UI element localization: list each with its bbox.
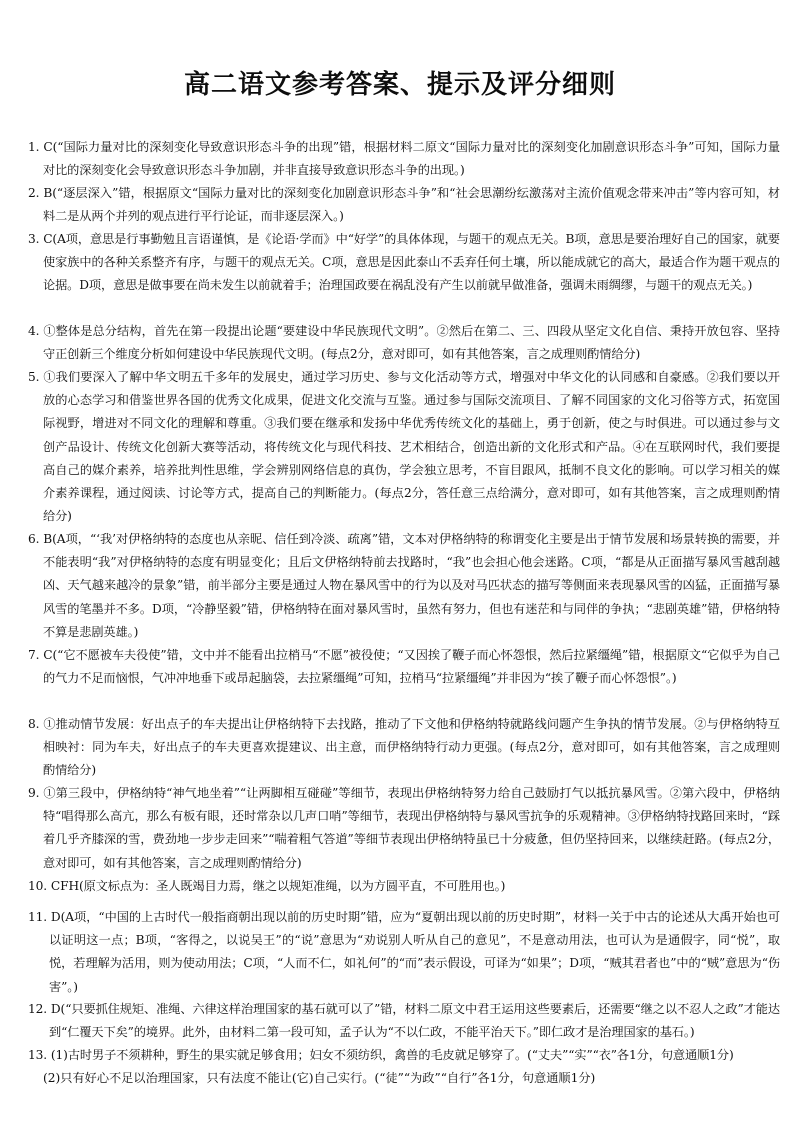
answer-item-13-part-2: (2)只有好心不足以治理国家，只有法度不能让(它)自己实行。(“徒”“为政”“自行”各1分，句意通顺1分) bbox=[43, 1071, 596, 1085]
answer-item-11: 11. D(A项，“中国的上古时代一般指商朝出现以前的历史时期”错，应为“夏朝出现以前的历史时期”，材料一关于中古的论述从大禹开始也可以证明这一点；B项，“客得之，以说吴王”的“说”意思为“劝说别人听从自己的意见”，不是意动用法，也可认为是通假字，同“悦”，取悦，若理解为活用，则为使动用法；C项，“人而不仁，如礼何”的“而”表示假设，可译为“如果”；D项，“贼其君者也”中的“贼”意思为“伤害”。) bbox=[28, 910, 780, 994]
answer-item-7: 7. C(“它不愿被车夫役使”错，文中并不能看出拉梢马“不愿”被役使；“又因挨了鞭子而心怀怨恨，然后拉紧缰绳”错，根据原文“它似乎为自己的气力不足而恼恨，气冲冲地垂下或昂起脑袋，去拉紧缰绳”可知，拉梢马“拉紧缰绳”并非因为“挨了鞭子而心怀怨恨”。) bbox=[28, 648, 780, 686]
answer-item-13-part-1: 13. (1)古时男子不须耕种，野生的果实就足够食用；妇女不须纺织，禽兽的毛皮就足够穿了。(“丈夫”“实”“衣”各1分，句意通顺1分) bbox=[28, 1048, 734, 1062]
answer-item-9: 9. ①第三段中，伊格纳特“神气地坐着”“让两脚相互碰碰”等细节，表现出伊格纳特努力给自己鼓励打气以抵抗暴风雪。②第六段中，伊格纳特“唱得那么高亢，那么有板有眼，还时常杂以几声口哨”等细节，表现出伊格纳特与暴风雪抗争的乐观精神。③伊格纳特找路回来时，“踩着几乎齐膝深的雪，费劲地一步步走回来”“喘着粗气答道”等细节表现出伊格纳特虽已十分疲惫，但仍坚持回来，以继续赶路。(每点2分，意对即可，如有其他答案，言之成理则酌情给分) bbox=[28, 786, 780, 870]
answer-item-6: 6. B(A项，“‘我’对伊格纳特的态度也从亲昵、信任到冷淡、疏离”错，文本对伊格纳特的称谓变化主要是出于情节发展和场景转换的需要，并不能表明“我”对伊格纳特的态度有明显变化；且后文伊格纳特前去找路时，“我”也会担心他会迷路。C项，“都是从正面描写暴风雪越刮越凶、天气越来越冷的景象”错，前半部分主要是通过人物在暴风雪中的行为以及对马匹状态的描写等侧面来表现暴风雪的凶猛，正面描写暴风雪的笔墨并不多。D项，“冷静坚毅”错，伊格纳特在面对暴风雪时，虽然有努力，但也有迷茫和与同伴的争执；“悲剧英雄”错，伊格纳特不算是悲剧英雄。) bbox=[28, 532, 780, 639]
answer-item-5: 5. ①我们要深入了解中华文明五千多年的发展史，通过学习历史、参与文化活动等方式，增强对中华文化的认同感和自豪感。②我们要以开放的心态学习和借鉴世界各国的优秀文化成果，促进文化交流与互鉴。通过参与国际交流项目、了解不同国家的文化习俗等方式，拓宽国际视野，增进对不同文化的理解和尊重。③我们要在继承和发扬中华优秀传统文化的基础上，勇于创新，使之与时俱进。可以通过参与文创产品设计、传统文化创新大赛等活动，将传统文化与现代科技、艺术相结合，创造出新的文化形式和产品。④在互联网时代，我们要提高自己的媒介素养，培养批判性思维，学会辨别网络信息的真伪，学会独立思考，不盲目跟风，抵制不良文化的影响。可以学习相关的媒介素养课程，通过阅读、讨论等方式，提高自己的判断能力。(每点2分，答任意三点给满分，意对即可，如有其他答案，言之成理则酌情给分) bbox=[28, 370, 780, 524]
answer-item-2: 2. B(“逐层深入”错，根据原文“国际力量对比的深刻变化加剧意识形态斗争”和“社会思潮纷纭激荡对主流价值观念带来冲击”等内容可知，材料二是从两个并列的观点进行平行论证，而非逐层深入。) bbox=[28, 186, 780, 224]
answer-item-3: 3. C(A项，意思是行事勤勉且言语谨慎，是《论语·学而》中“好学”的具体体现，与题干的观点无关。B项，意思是要治理好自己的国家，就要使家族中的各种关系整齐有序，与题干的观点无关。C项，意思是因此泰山不丢弃任何土壤，所以能成就它的高大，最适合作为题干观点的论据。D项，意思是做事要在尚未发生以前就着手；治理国政要在祸乱没有产生以前就早做准备，强调未雨绸缪，与题干的观点无关。) bbox=[28, 232, 780, 293]
answer-item-8: 8. ①推动情节发展：好出点子的车夫提出让伊格纳特下去找路，推动了下文他和伊格纳特就路线问题产生争执的情节发展。②与伊格纳特互相映衬：同为车夫，好出点子的车夫更喜欢提建议、出主意，而伊格纳特行动力更强。(每点2分，意对即可，如有其他答案，言之成理则酌情给分) bbox=[28, 717, 780, 778]
answer-item-12: 12. D(“只要抓住规矩、准绳、六律这样治理国家的基石就可以了”错，材料二原文中君王运用这些要素后，还需要“继之以不忍人之政”才能达到“仁覆天下矣”的境界。此外，由材料二第一段可知，孟子认为“不以仁政，不能平治天下。”即仁政才是治理国家的基石。) bbox=[28, 1002, 780, 1040]
answer-item-4: 4. ①整体是总分结构，首先在第一段提出论题“要建设中华民族现代文明”。②然后在第二、三、四段从坚定文化自信、秉持开放包容、坚持守正创新三个维度分析如何建设中华民族现代文明。(每点2分，意对即可，如有其他答案，言之成理则酌情给分) bbox=[28, 324, 780, 362]
answer-item-1: 1. C(“国际力量对比的深刻变化导致意识形态斗争的出现”错，根据材料二原文“国际力量对比的深刻变化加剧意识形态斗争”可知，国际力量对比的深刻变化会导致意识形态斗争加剧，并非直接导致意识形态斗争的出现。) bbox=[28, 140, 780, 178]
answer-item-10: 10. CFH(原文标点为：圣人既竭目力焉，继之以规矩准绳，以为方圆平直，不可胜用也。) bbox=[28, 879, 506, 893]
page-title: 高二语文参考答案、提示及评分细则 bbox=[183, 70, 616, 100]
